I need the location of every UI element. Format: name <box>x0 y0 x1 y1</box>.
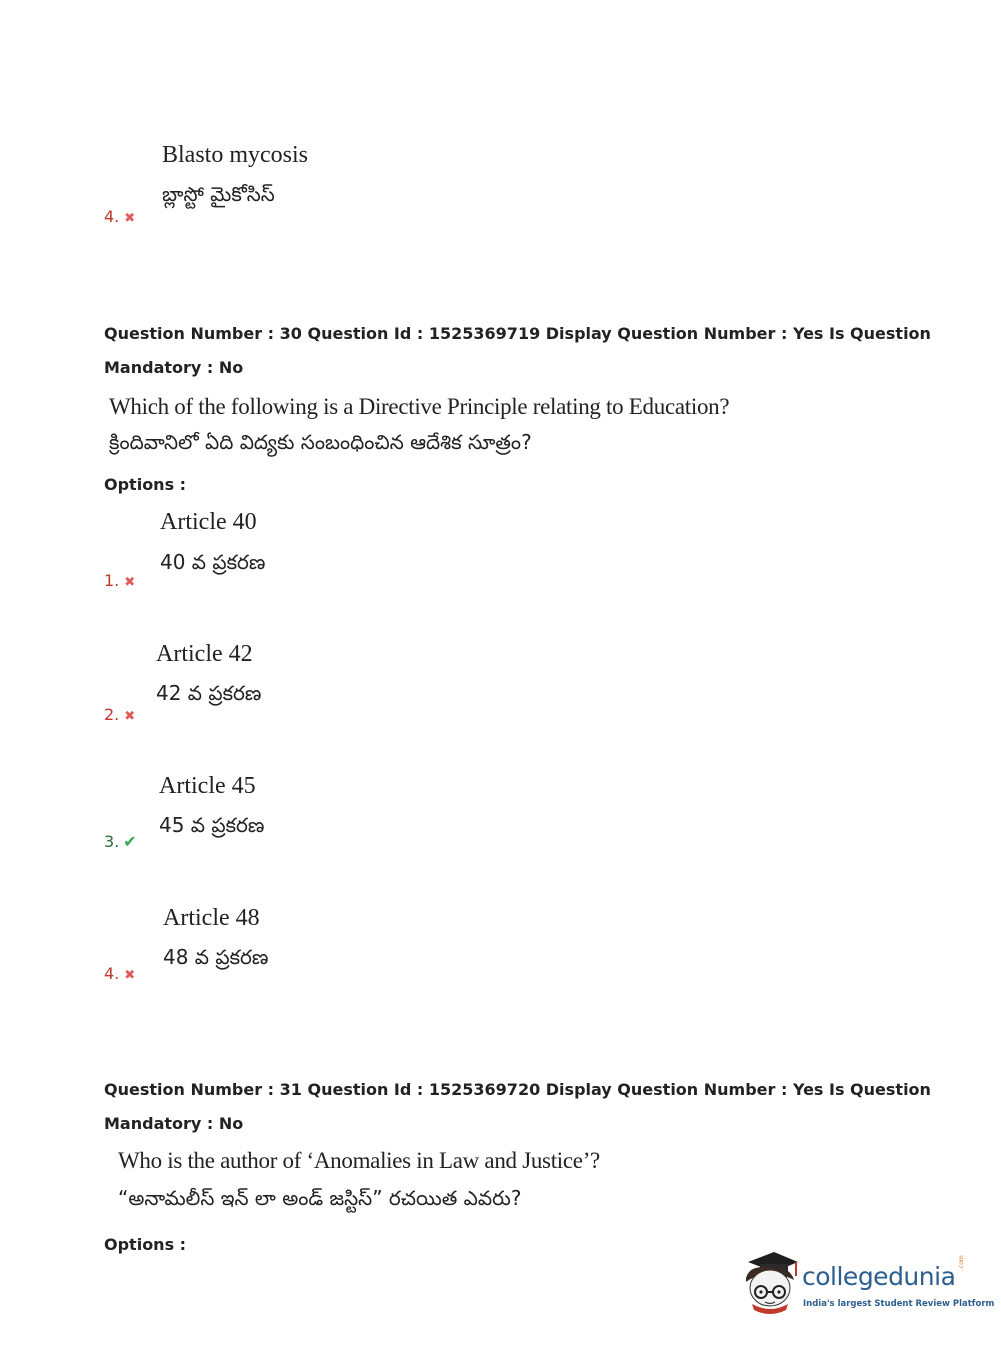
q30-option-1-telugu: 40 వ ప్రకరణ <box>160 550 266 574</box>
option-number: 3. <box>104 832 120 851</box>
q30-option-2-telugu: 42 వ ప్రకరణ <box>156 681 262 705</box>
cross-icon: ✖ <box>124 575 136 590</box>
question-31-mandatory: Mandatory : No <box>104 1114 244 1133</box>
cross-icon: ✖ <box>124 968 136 983</box>
question-30-text-english: Which of the following is a Directive Principle relating to Education? <box>109 394 730 419</box>
cross-icon: ✖ <box>124 709 136 724</box>
prev-option-4-number <box>104 207 135 226</box>
q30-option-2-english: Article 42 <box>156 641 253 667</box>
question-31-text-telugu: “అనామలీస్ ఇన్ లా అండ్ జస్టిస్” రచయిత ఎవరు? <box>118 1186 522 1210</box>
q30-option-1-number <box>104 571 135 590</box>
mascot-icon <box>740 1248 802 1318</box>
q30-option-4-english: Article 48 <box>163 905 260 931</box>
option-number: 4. <box>104 964 120 983</box>
q30-option-3-number <box>104 832 137 851</box>
q30-option-3-telugu: 45 వ ప్రకరణ <box>159 813 265 837</box>
question-30-header: Question Number : 30 Question Id : 1525369719 Display Question Number : Yes Is Question <box>104 324 931 343</box>
q30-option-1-english: Article 40 <box>160 509 257 535</box>
logo-domain: .com <box>958 1255 965 1270</box>
option-number: 1. <box>104 571 120 590</box>
prev-option-4-english: Blasto mycosis <box>162 142 309 168</box>
question-31-header: Question Number : 31 Question Id : 1525369720 Display Question Number : Yes Is Question <box>104 1080 931 1099</box>
option-number: 4. <box>104 207 120 226</box>
question-31-text-english: Who is the author of ‘Anomalies in Law and Justice’? <box>118 1148 600 1173</box>
option-number: 2. <box>104 705 120 724</box>
question-30-mandatory: Mandatory : No <box>104 358 244 377</box>
logo-tagline: India's largest Student Review Platform <box>803 1299 995 1309</box>
check-icon: ✔ <box>123 832 137 851</box>
logo-wordmark: collegedunia <box>802 1262 956 1291</box>
collegedunia-logo <box>740 1248 995 1318</box>
question-31-options-label: Options : <box>104 1235 187 1254</box>
q30-option-4-telugu: 48 వ ప్రకరణ <box>163 945 269 969</box>
q30-option-2-number <box>104 705 135 724</box>
cross-icon: ✖ <box>124 211 136 226</box>
prev-option-4-telugu: బ్లాస్టో మైకోసిస్ <box>162 182 275 206</box>
q30-option-4-number <box>104 964 135 983</box>
question-30-text-telugu: క్రిందివానిలో ఏది విద్యకు సంబంధించిన ఆదేశిక సూత్రం? <box>109 430 532 454</box>
q30-option-3-english: Article 45 <box>159 773 256 799</box>
question-30-options-label: Options : <box>104 475 187 494</box>
